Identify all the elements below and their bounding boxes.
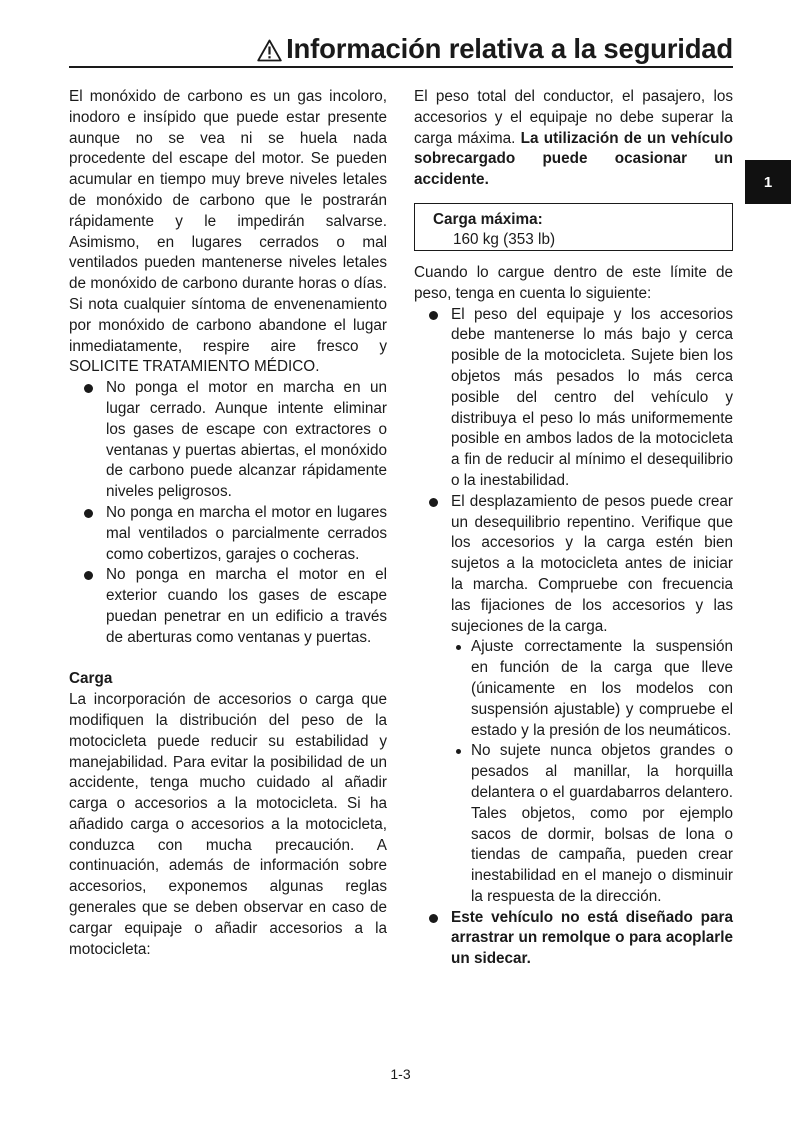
page-title-text: Información relativa a la seguridad — [286, 33, 733, 64]
max-weight-text: El peso total del conductor, el pasajero, los accesorios y el equipaje no debe superar la carga máxima. — [414, 88, 733, 147]
load-intro: Cuando lo cargue dentro de este límite de peso, tenga en cuenta lo siguiente: — [414, 263, 733, 302]
right-column — [414, 87, 733, 970]
chapter-tab: 1 — [745, 160, 791, 204]
carbon-monoxide-intro: El monóxido de carbono es un gas incoloro, inodoro e insípido que puede estar presente aunque no se vea ni se huela nada procedente del escape del motor. Se pueden acumular en tiempo muy breve niveles letales de monóxido de carbono que le postrarán rápidamente y le impedirán salvarse. Asimismo, en lugares cerrados o mal ventilados pueden mantenerse niveles letales de monóxido de carbono durante horas o días. Si nota cualquier síntoma de envenenamiento por monóxido de carbono abandone el lugar inmediatamente, respire aire fresco y SOLICITE TRATAMIENTO MÉDICO. — [69, 88, 387, 376]
section-heading-carga: Carga — [69, 670, 113, 688]
overload-warning: La utilización de un vehículo sobrecargado puede ocasionar un accidente. — [414, 129, 734, 189]
sub-list-item: Ajuste correctamente la suspensión en función de la carga que lleve (únicamente en los modelos con suspensión ajustable) y compruebe el estado y la presión de los neumáticos. — [414, 637, 733, 741]
sub-list-item: No sujete nunca objetos grandes o pesados al manillar, la horquilla delantera o el guardabarros delantero. Tales objetos, como por ejemplo sacos de dormir, bolsas de lona o tiendas de campaña, pueden crear inestabilidad en el manejo o disminuir la respuesta de la dirección. — [414, 741, 733, 907]
list-item: El peso del equipaje y los accesorios debe mantenerse lo más bajo y cerca posible de la motocicleta. Sujete bien los objetos más pesados lo más cerca posible del centro del vehículo y distribuya el peso lo más uniformemente posible en ambos lados de la motocicleta a fin de reducir al mínimo el desequilibrio o la inestabilidad. — [414, 305, 733, 492]
list-item: El desplazamiento de pesos puede crear un desequilibrio repentino. Verifique que los accesorios y la carga estén bien sujetos a la motocicleta antes de iniciar la marcha. Compruebe con frecuencia las fijaciones de los accesorios y las sujeciones de la carga. — [414, 492, 733, 638]
list-item: No ponga el motor en marcha en un lugar cerrado. Aunque intente eliminar los gases de escape con extractores o ventanas y puertas abiertas, el monóxido de carbono puede alcanzar rápidamente niveles peligrosos. — [69, 378, 387, 503]
trailer-warning: Este vehículo no está diseñado para arrastrar un remolque o para acoplarle un sidecar. — [414, 908, 733, 970]
max-load-label: Carga máxima: — [433, 210, 543, 228]
max-load-box — [414, 203, 733, 251]
max-weight-intro — [414, 87, 733, 191]
left-column — [69, 87, 387, 960]
carga-paragraph: La incorporación de accesorios o carga que modifiquen la distribución del peso de la motocicleta puede reducir su estabilidad y manejabilidad. Para evitar la posibilidad de un accidente, tenga mucho cuidado al añadir carga o accesorios a la motocicleta. Si ha añadido carga o accesorios a la motocicleta, conduzca con mucha precaución. A continuación, además de información sobre accesorios, exponemos algunas reglas generales que se deben observar en caso de cargar equipaje o añadir accesorios a la motocicleta: — [69, 691, 387, 958]
warning-triangle-icon — [257, 39, 282, 62]
carbon-monoxide-bullets — [69, 378, 387, 648]
page-header — [69, 28, 733, 68]
max-load-value: 160 kg (353 lb) — [453, 230, 556, 248]
load-bullets — [414, 305, 733, 971]
list-item: No ponga en marcha el motor en el exterior cuando los gases de escape puedan penetrar en un edificio a través de aberturas como ventanas y puertas. — [69, 565, 387, 648]
list-item: No ponga en marcha el motor en lugares mal ventilados o parcialmente cerrados como cobertizos, garajes o cocheras. — [69, 503, 387, 565]
page-number: 1-3 — [390, 1066, 411, 1082]
page-title — [257, 32, 733, 66]
